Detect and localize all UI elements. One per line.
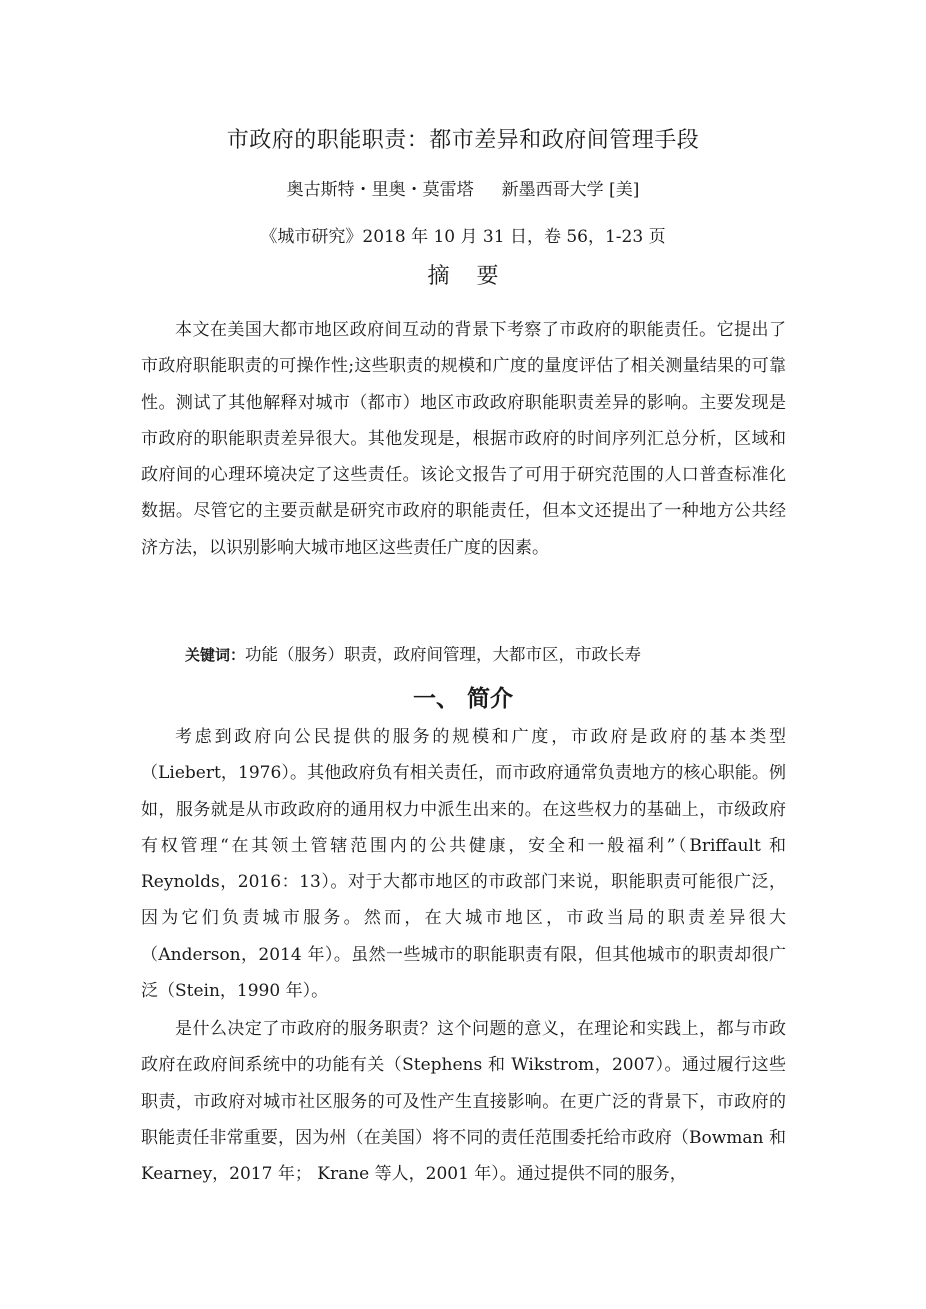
abstract-heading: 摘 要 — [427, 264, 509, 289]
intro-paragraph-2: 是什么决定了市政府的服务职责？这个问题的意义，在理论和实践上，都与市政政府在政府间系统中的功能有关（Stephens 和 Wikstrom，2007）。通过履行这些职责，市政府对城市社区服务的可及性产生直接影响。在更广泛的背景下，市政府的职能责任非常重要，因为州（在美国）将不同的责任范围委托给市政府（Bowman 和 Kearney，2017 年； Krane 等人，2001 年）。通过提供不同的服务， — [141, 1019, 786, 1185]
abstract-paragraph: 本文在美国大都市地区政府间互动的背景下考察了市政府的职能责任。它提出了市政府职能职责的可操作性;这些职责的规模和广度的量度评估了相关测量结果的可靠性。测试了其他解释对城市（都市）地区市政政府职能职责差异的影响。主要发现是市政府的职能职责差异很大。其他发现是，根据市政府的时间序列汇总分析，区域和政府间的心理环境决定了这些责任。该论文报告了可用于研究范围的人口普查标准化数据。尽管它的主要贡献是研究市政府的职能责任，但本文还提出了一种地方公共经济方法，以识别影响大城市地区这些责任广度的因素。 — [141, 320, 786, 558]
journal-citation: 《城市研究》2018 年 10 月 31 日，卷 56，1-23 页 — [260, 227, 666, 247]
author-line — [0, 177, 926, 203]
paper-title: 市政府的职能职责：都市差异和政府间管理手段 — [226, 128, 700, 153]
keywords-label: 关键词： — [185, 646, 246, 664]
section-heading-introduction: 一、 简介 — [412, 686, 513, 712]
author-name: 奥古斯特・里奥・莫雷塔 — [286, 180, 474, 200]
author-affiliation: 新墨西哥大学 [美] — [501, 180, 640, 200]
keywords-line — [185, 642, 785, 668]
intro-paragraph-1: 考虑到政府向公民提供的服务的规模和广度，市政府是政府的基本类型（Liebert，1976）。其他政府负有相关责任，而市政府通常负责地方的核心职能。例如，服务就是从市政政府的通用权力中派生出来的。在这些权力的基础上，市级政府有权管理“在其领土管辖范围内的公共健康，安全和一般福利”（Briffault 和 Reynolds，2016：13）。对于大都市地区的市政部门来说，职能职责可能很广泛，因为它们负责城市服务。然而，在大城市地区，市政当局的职责差异很大（Anderson，2014 年）。虽然一些城市的职能职责有限，但其他城市的职责却很广泛（Stein，1990 年）。 — [141, 727, 786, 1002]
keywords-text: 功能（服务）职责，政府间管理，大都市区，市政长寿 — [245, 645, 642, 664]
